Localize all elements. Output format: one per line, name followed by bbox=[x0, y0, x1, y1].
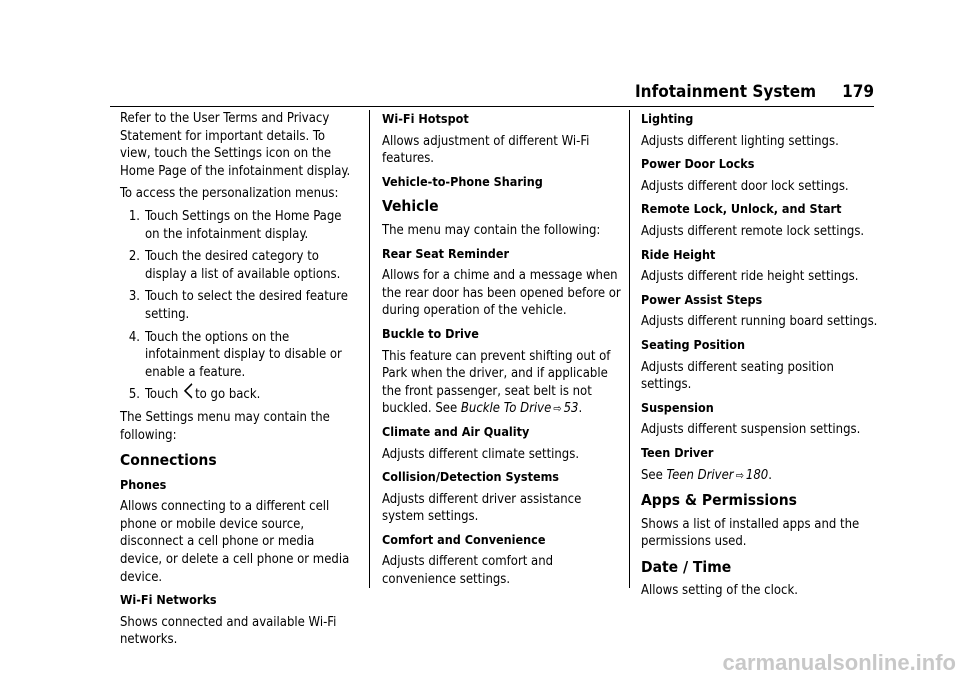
page-number: 179 bbox=[842, 82, 874, 102]
date-heading: Date / Time bbox=[641, 557, 732, 576]
step-text: Touch the options on the infotainment display to disable or enable a feature. bbox=[145, 329, 342, 380]
wifi-hotspot-title: Wi-Fi Hotspot bbox=[382, 111, 469, 126]
rear-seat-title: Rear Seat Reminder bbox=[382, 245, 510, 261]
phones-text: Allows connecting to a different cell phone or mobile device source, disconnect a cell phone or media device, or delete a cell phone or media device. bbox=[120, 499, 350, 585]
phones-title: Phones bbox=[120, 476, 167, 492]
date-text: Allows setting of the clock. bbox=[641, 583, 798, 599]
ride-height-title: Ride Height bbox=[641, 246, 716, 262]
teen-ref-page[interactable]: 180 bbox=[745, 467, 769, 483]
list-item bbox=[120, 386, 358, 404]
step-text bbox=[145, 386, 260, 404]
collision-text: Adjusts different driver assistance system settings. bbox=[382, 491, 582, 525]
door-locks-title: Power Door Locks bbox=[641, 156, 755, 172]
comfort-title: Comfort and Convenience bbox=[382, 531, 546, 547]
collision-title: Collision/Detection Systems bbox=[382, 469, 559, 485]
column-2 bbox=[382, 110, 622, 594]
page-header bbox=[635, 82, 874, 102]
list-item bbox=[120, 329, 358, 382]
page-ref-arrow-icon: ⇨ bbox=[553, 402, 562, 416]
seating-text: Adjusts different seating position settings. bbox=[641, 359, 834, 393]
wifi-hotspot-text: Allows adjustment of different Wi-Fi features. bbox=[382, 133, 590, 167]
apps-heading: Apps & Permissions bbox=[641, 491, 797, 510]
step-text: Touch to select the desired feature setting. bbox=[145, 289, 348, 322]
step-text-before: Touch bbox=[145, 387, 179, 403]
connections-heading: Connections bbox=[120, 451, 217, 470]
vehicle-heading: Vehicle bbox=[382, 197, 439, 216]
climate-text: Adjusts different climate settings. bbox=[382, 446, 580, 462]
step-number: 4. bbox=[128, 329, 140, 345]
rear-seat-text: Allows for a chime and a message when the rear door has been opened before or during operation of the vehicle. bbox=[382, 268, 621, 319]
column-3 bbox=[641, 110, 879, 605]
watermark: carmanualsonline.info bbox=[722, 650, 956, 675]
remote-title: Remote Lock, Unlock, and Start bbox=[641, 201, 842, 217]
buckle-body: This feature can prevent shifting out of Park when the driver, and if applicable the front passenger, seat belt is not buckled. See bbox=[382, 348, 611, 417]
teen-driver-title: Teen Driver bbox=[641, 444, 714, 460]
wifi-networks-text: Shows connected and available Wi-Fi networks. bbox=[120, 614, 337, 648]
buckle-title: Buckle to Drive bbox=[382, 325, 479, 341]
power-steps-text: Adjusts different running board settings. bbox=[641, 314, 878, 330]
lighting-title: Lighting bbox=[641, 111, 694, 126]
page-ref-arrow-icon: ⇨ bbox=[735, 468, 744, 482]
suspension-title: Suspension bbox=[641, 399, 714, 415]
step-number: 5. bbox=[128, 387, 140, 403]
seating-title: Seating Position bbox=[641, 336, 745, 352]
buckle-text: This feature can prevent shifting out of Park when the driver, and if applicable the front passenger, seat belt is not buckled. See Buckle To Drive ⇨ 53. bbox=[382, 348, 611, 417]
teen-ref-link[interactable]: Teen Driver bbox=[666, 467, 734, 483]
buckle-ref-page[interactable]: 53 bbox=[563, 401, 579, 417]
list-item bbox=[120, 208, 358, 243]
v2p-title: Vehicle-to-Phone Sharing bbox=[382, 173, 543, 189]
climate-title: Climate and Air Quality bbox=[382, 423, 530, 439]
column-1 bbox=[120, 110, 358, 654]
ride-height-text: Adjusts different ride height settings. bbox=[641, 269, 859, 285]
steps-list bbox=[120, 208, 358, 404]
teen-driver-text: See Teen Driver ⇨ 180. bbox=[641, 467, 772, 483]
buckle-ref-link[interactable]: Buckle To Drive bbox=[460, 401, 552, 417]
column-divider bbox=[369, 110, 370, 588]
wifi-networks-title: Wi-Fi Networks bbox=[120, 592, 217, 608]
step-number: 1. bbox=[128, 208, 140, 224]
back-chevron-icon bbox=[184, 383, 193, 408]
column-divider bbox=[629, 110, 630, 588]
settings-menu-text: The Settings menu may contain the following: bbox=[120, 409, 330, 443]
remote-text: Adjusts different remote lock settings. bbox=[641, 223, 865, 239]
list-item bbox=[120, 288, 358, 323]
power-steps-title: Power Assist Steps bbox=[641, 291, 763, 307]
step-number: 2. bbox=[128, 249, 140, 265]
step-text: Touch Settings on the Home Page on the infotainment display. bbox=[145, 208, 342, 242]
access-instructions: To access the personalization menus: bbox=[120, 186, 339, 202]
intro-paragraph: Refer to the User Terms and Privacy Statement for important details. To view, touch the Settings icon on the Home Page of the infotainment display. bbox=[120, 111, 351, 179]
suspension-text: Adjusts different suspension settings. bbox=[641, 422, 861, 438]
vehicle-text: The menu may contain the following: bbox=[382, 222, 601, 238]
door-locks-text: Adjusts different door lock settings. bbox=[641, 178, 849, 194]
step-number: 3. bbox=[128, 289, 140, 305]
section-title: Infotainment System bbox=[635, 82, 817, 102]
apps-text: Shows a list of installed apps and the permissions used. bbox=[641, 516, 860, 550]
header-rule bbox=[110, 106, 874, 107]
comfort-text: Adjusts different comfort and convenience settings. bbox=[382, 554, 554, 588]
step-text: Touch the desired category to display a list of available options. bbox=[145, 249, 341, 282]
list-item bbox=[120, 248, 358, 283]
teen-see: See bbox=[641, 467, 663, 483]
lighting-text: Adjusts different lighting settings. bbox=[641, 133, 839, 149]
step-text-after: to go back. bbox=[195, 387, 261, 403]
